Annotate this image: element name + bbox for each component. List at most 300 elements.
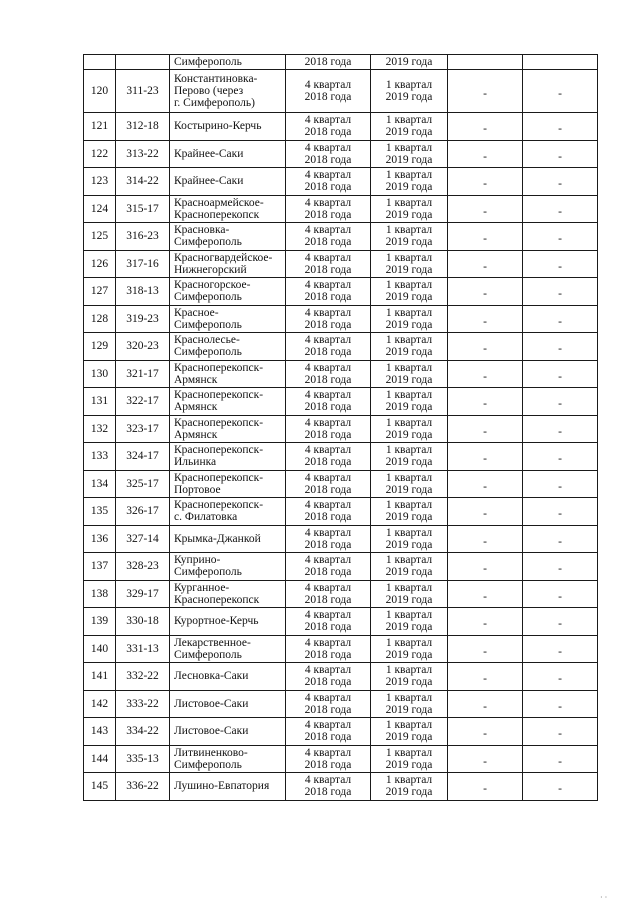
start-period-line: 4 квартал <box>304 719 352 732</box>
column-b-cell <box>523 553 598 581</box>
column-a-cell <box>448 470 523 498</box>
route-name-line: Красноперекопск- <box>174 444 264 457</box>
start-period-line: 4 квартал <box>304 609 352 622</box>
dash-mark: - <box>483 783 487 796</box>
end-period-line: 1 квартал <box>385 251 433 264</box>
table-row <box>84 745 598 773</box>
column-a-cell <box>448 278 523 306</box>
row-number-cell: 144 <box>84 745 116 773</box>
dash-mark: - <box>558 783 562 796</box>
end-period-cell <box>371 195 448 223</box>
column-a-cell <box>448 663 523 691</box>
dash-mark: - <box>558 673 562 686</box>
route-name-line: с. Филатовка <box>174 511 238 524</box>
table-row <box>84 663 598 691</box>
start-period-line: 2018 года <box>304 483 352 496</box>
route-name-cell <box>170 113 286 141</box>
route-name-cell <box>170 388 286 416</box>
dash-mark: - <box>483 150 487 163</box>
start-period-cell <box>286 498 371 526</box>
end-period-line: 1 квартал <box>385 471 433 484</box>
row-number-cell: 121 <box>84 113 116 141</box>
route-name-line: Константиновка- <box>174 73 258 85</box>
table-row-continuation <box>84 55 598 70</box>
table-row <box>84 223 598 251</box>
route-name-line: Красное- <box>174 306 219 319</box>
dash-mark: - <box>483 343 487 356</box>
table-row <box>84 773 598 801</box>
route-code-cell: 313-22 <box>116 140 170 168</box>
start-period-cell <box>286 278 371 306</box>
route-name-line: Красноармейское- <box>174 196 264 209</box>
end-period-line: 1 квартал <box>385 499 433 512</box>
row-number-cell: 143 <box>84 718 116 746</box>
start-period-line: 2018 года <box>304 511 352 524</box>
dash-mark: - <box>483 535 487 548</box>
start-period-line: 2018 года <box>304 648 352 661</box>
start-period-cell <box>286 223 371 251</box>
column-a-cell <box>448 773 523 801</box>
route-name-cell <box>170 195 286 223</box>
start-period-line: 4 квартал <box>304 79 352 91</box>
dash-mark: - <box>483 480 487 493</box>
route-name-cell <box>170 470 286 498</box>
route-name-line: Курганное- <box>174 581 230 594</box>
route-code-cell: 322-17 <box>116 388 170 416</box>
route-code-cell: 325-17 <box>116 470 170 498</box>
end-period-line: 1 квартал <box>385 691 433 704</box>
dash-mark: - <box>558 315 562 328</box>
end-period-cell <box>371 250 448 278</box>
column-b-cell <box>523 718 598 746</box>
route-name-line: Крайнее-Саки <box>174 175 244 188</box>
row-number-cell: 123 <box>84 168 116 196</box>
column-a-cell <box>448 168 523 196</box>
dash-mark: - <box>558 288 562 301</box>
start-period-line: 4 квартал <box>304 554 352 567</box>
route-name-line: Симферополь <box>174 318 242 331</box>
dash-mark: - <box>558 123 562 136</box>
start-period-line: 2018 года <box>304 703 352 716</box>
start-period-cell <box>286 250 371 278</box>
route-name-line: Краснолесье- <box>174 334 240 347</box>
start-period-line: 4 квартал <box>304 114 352 127</box>
dash-mark: - <box>483 260 487 273</box>
route-name-cell <box>170 498 286 526</box>
route-name-cell <box>170 608 286 636</box>
table-row <box>84 113 598 141</box>
column-a-cell <box>448 745 523 773</box>
route-name-cell <box>170 278 286 306</box>
dash-mark: - <box>483 590 487 603</box>
dash-mark: - <box>558 260 562 273</box>
start-period-cell <box>286 470 371 498</box>
route-name-line: Красноперекопск- <box>174 361 264 374</box>
end-period-line: 1 квартал <box>385 169 433 182</box>
table-row <box>84 443 598 471</box>
route-code-cell: 316-23 <box>116 223 170 251</box>
table-row <box>84 388 598 416</box>
end-period-cell <box>371 608 448 636</box>
dash-mark: - <box>483 618 487 631</box>
start-period-line: 4 квартал <box>304 279 352 292</box>
end-period-cell <box>371 498 448 526</box>
end-period-cell <box>371 718 448 746</box>
route-name-cell <box>170 168 286 196</box>
start-period-line: 4 квартал <box>304 306 352 319</box>
route-code-cell: 327-14 <box>116 525 170 553</box>
column-b-cell <box>523 498 598 526</box>
table-row <box>84 360 598 388</box>
start-period-line: 4 квартал <box>304 389 352 402</box>
route-name-line: Портовое <box>174 483 221 496</box>
end-period-line: 1 квартал <box>385 196 433 209</box>
start-period-line: 2018 года <box>304 91 352 103</box>
column-a-cell <box>448 333 523 361</box>
start-period-cell <box>286 525 371 553</box>
dash-mark: - <box>558 480 562 493</box>
end-period-line: 1 квартал <box>385 279 433 292</box>
start-period-cell <box>286 608 371 636</box>
column-a-cell <box>448 443 523 471</box>
dash-mark: - <box>483 88 487 100</box>
start-period-cell <box>286 773 371 801</box>
route-code-cell: 318-13 <box>116 278 170 306</box>
route-code-cell: 329-17 <box>116 580 170 608</box>
dash-mark: - <box>558 205 562 218</box>
start-period-line: 4 квартал <box>304 334 352 347</box>
row-number-cell: 128 <box>84 305 116 333</box>
route-name-cell <box>170 360 286 388</box>
route-name-line: Крымка-Джанкой <box>174 532 261 545</box>
route-name-line: Красноперекопск- <box>174 389 264 402</box>
route-name-line: Симферополь <box>174 758 242 771</box>
route-name-line: Армянск <box>174 401 218 414</box>
start-period-line: 2018 года <box>304 346 352 359</box>
end-period-cell <box>371 745 448 773</box>
end-period-line: 2019 года <box>385 401 433 414</box>
row-number-cell: 125 <box>84 223 116 251</box>
route-name-line: Красногорское- <box>174 279 251 292</box>
end-period-line: 2019 года <box>385 373 433 386</box>
end-period-line: 1 квартал <box>385 526 433 539</box>
route-name-line: Лекарственное- <box>174 636 251 649</box>
start-period-line: 4 квартал <box>304 196 352 209</box>
end-period-line: 2019 года <box>385 648 433 661</box>
route-name-cell <box>170 70 286 113</box>
start-period-line: 4 квартал <box>304 636 352 649</box>
end-period-cell <box>371 635 448 663</box>
route-code-cell: 332-22 <box>116 663 170 691</box>
column-a-cell <box>448 305 523 333</box>
end-period-line: 2019 года <box>385 731 433 744</box>
route-code-cell <box>116 55 170 70</box>
column-a-cell <box>448 388 523 416</box>
route-code-cell: 315-17 <box>116 195 170 223</box>
route-name-line: Лушино-Евпатория <box>174 780 270 793</box>
column-a-cell <box>448 525 523 553</box>
route-name-line: Лесновка-Саки <box>174 670 249 683</box>
column-a-cell <box>448 55 523 70</box>
end-period-cell <box>371 113 448 141</box>
end-period-line: 2019 года <box>385 318 433 331</box>
end-period-line: 2019 года <box>385 346 433 359</box>
column-a-cell <box>448 70 523 113</box>
start-period-line: 4 квартал <box>304 224 352 237</box>
route-name-line: Красноперекопск- <box>174 416 264 429</box>
dash-mark: - <box>483 123 487 136</box>
column-b-cell <box>523 305 598 333</box>
route-name-line: Нижнегорский <box>174 263 247 276</box>
route-name-cell <box>170 223 286 251</box>
route-code-cell: 335-13 <box>116 745 170 773</box>
start-period-line: 4 квартал <box>304 169 352 182</box>
column-a-cell <box>448 113 523 141</box>
dash-mark: - <box>558 88 562 100</box>
column-b-cell <box>523 608 598 636</box>
route-name-cell <box>170 745 286 773</box>
dash-mark: - <box>558 453 562 466</box>
route-code-cell: 331-13 <box>116 635 170 663</box>
start-period-cell <box>286 113 371 141</box>
start-period-line: 4 квартал <box>304 774 352 787</box>
column-b-cell <box>523 278 598 306</box>
route-name-line: Костырино-Керчь <box>174 120 262 133</box>
column-a-cell <box>448 498 523 526</box>
start-period-line: 2018 года <box>304 593 352 606</box>
dash-mark: - <box>483 288 487 301</box>
start-period-line: 4 квартал <box>304 361 352 374</box>
table-row <box>84 195 598 223</box>
column-b-cell <box>523 140 598 168</box>
column-a-cell <box>448 360 523 388</box>
end-period-line: 1 квартал <box>385 334 433 347</box>
dash-mark: - <box>558 728 562 741</box>
dash-mark: - <box>558 535 562 548</box>
dash-mark: - <box>483 178 487 191</box>
column-b-cell <box>523 690 598 718</box>
start-period-line: 4 квартал <box>304 251 352 264</box>
end-period-line: 2019 года <box>385 126 433 139</box>
column-a-cell <box>448 250 523 278</box>
start-period-line: 2018 года <box>304 181 352 194</box>
start-period-line: 2018 года <box>304 566 352 579</box>
route-name-cell <box>170 250 286 278</box>
route-name-line: Красноперекопск <box>174 208 260 221</box>
dash-mark: - <box>558 563 562 576</box>
start-period-line: 2018 года <box>304 621 352 634</box>
end-period-line: 1 квартал <box>385 719 433 732</box>
route-name-line: Литвиненково- <box>174 746 248 759</box>
dash-mark: - <box>558 508 562 521</box>
end-period-line: 1 квартал <box>385 306 433 319</box>
routes-table-body <box>84 55 598 801</box>
row-number-cell: 137 <box>84 553 116 581</box>
end-period-line: 2019 года <box>385 91 433 103</box>
column-b-cell <box>523 745 598 773</box>
start-period-cell <box>286 443 371 471</box>
row-number-cell: 131 <box>84 388 116 416</box>
column-a-cell <box>448 553 523 581</box>
end-period-line: 2019 года <box>385 621 433 634</box>
end-period-line: 1 квартал <box>385 609 433 622</box>
end-period-cell <box>371 168 448 196</box>
column-a-cell <box>448 415 523 443</box>
end-period-line: 2019 года <box>385 483 433 496</box>
row-number-cell: 145 <box>84 773 116 801</box>
route-name-cell <box>170 663 286 691</box>
end-period-cell <box>371 70 448 113</box>
end-period-cell <box>371 415 448 443</box>
route-name-cell <box>170 580 286 608</box>
column-a-cell <box>448 718 523 746</box>
end-period-line: 2019 года <box>385 511 433 524</box>
route-name-cell <box>170 140 286 168</box>
column-b-cell <box>523 55 598 70</box>
end-period-line: 2019 года <box>385 236 433 249</box>
start-period-line: 2018 года <box>304 318 352 331</box>
end-period-cell <box>371 278 448 306</box>
dash-mark: - <box>483 425 487 438</box>
column-b-cell <box>523 580 598 608</box>
end-period-line: 1 квартал <box>385 389 433 402</box>
dash-mark: - <box>558 645 562 658</box>
route-name-line: Армянск <box>174 373 218 386</box>
route-name-line: Курортное-Керчь <box>174 615 259 628</box>
start-period-line: 2018 года <box>304 731 352 744</box>
route-name-cell <box>170 718 286 746</box>
row-number-cell: 139 <box>84 608 116 636</box>
start-period-line: 2018 года <box>304 456 352 469</box>
dash-mark: - <box>558 150 562 163</box>
start-period-line: 4 квартал <box>304 499 352 512</box>
end-period-cell: 2019 года <box>371 55 448 70</box>
dash-mark: - <box>558 178 562 191</box>
route-code-cell: 334-22 <box>116 718 170 746</box>
column-b-cell <box>523 773 598 801</box>
end-period-line: 2019 года <box>385 181 433 194</box>
start-period-line: 4 квартал <box>304 444 352 457</box>
start-period-line: 2018 года <box>304 758 352 771</box>
route-code-cell: 317-16 <box>116 250 170 278</box>
start-period-line: 2018 года <box>304 291 352 304</box>
column-b-cell <box>523 443 598 471</box>
route-name-line: Симферополь <box>174 648 242 661</box>
column-b-cell <box>523 388 598 416</box>
row-number-cell <box>84 55 116 70</box>
start-period-cell <box>286 690 371 718</box>
column-b-cell <box>523 663 598 691</box>
end-period-cell <box>371 663 448 691</box>
start-period-line: 4 квартал <box>304 416 352 429</box>
end-period-cell <box>371 305 448 333</box>
end-period-line: 1 квартал <box>385 554 433 567</box>
route-name-line: Листовое-Саки <box>174 725 249 738</box>
route-name-line: Красноперекопск <box>174 593 260 606</box>
column-a-cell <box>448 140 523 168</box>
dash-mark: - <box>483 205 487 218</box>
end-period-line: 2019 года <box>385 208 433 221</box>
start-period-cell <box>286 745 371 773</box>
row-number-cell: 122 <box>84 140 116 168</box>
dash-mark: - <box>558 590 562 603</box>
table-row <box>84 608 598 636</box>
table-row <box>84 470 598 498</box>
dash-mark: - <box>558 370 562 383</box>
end-period-line: 2019 года <box>385 786 433 799</box>
route-code-cell: 321-17 <box>116 360 170 388</box>
end-period-cell <box>371 140 448 168</box>
route-name-line: Крайнее-Саки <box>174 147 244 160</box>
route-code-cell: 323-17 <box>116 415 170 443</box>
start-period-line: 2018 года <box>304 428 352 441</box>
dash-mark: - <box>483 700 487 713</box>
end-period-cell <box>371 690 448 718</box>
start-period-cell <box>286 360 371 388</box>
start-period-line: 2018 года <box>304 676 352 689</box>
row-number-cell: 124 <box>84 195 116 223</box>
route-name-cell <box>170 553 286 581</box>
row-number-cell: 132 <box>84 415 116 443</box>
end-period-line: 1 квартал <box>385 746 433 759</box>
row-number-cell: 138 <box>84 580 116 608</box>
end-period-line: 1 квартал <box>385 581 433 594</box>
column-b-cell <box>523 70 598 113</box>
column-b-cell <box>523 360 598 388</box>
start-period-line: 4 квартал <box>304 471 352 484</box>
column-b-cell <box>523 250 598 278</box>
end-period-cell <box>371 525 448 553</box>
dash-mark: - <box>483 563 487 576</box>
end-period-line: 1 квартал <box>385 774 433 787</box>
route-name-line: Симферополь <box>174 346 242 359</box>
route-name-line: Симферополь <box>174 236 242 249</box>
dash-mark: - <box>558 398 562 411</box>
start-period-cell <box>286 415 371 443</box>
dash-mark: - <box>483 453 487 466</box>
end-period-cell <box>371 553 448 581</box>
end-period-line: 2019 года <box>385 291 433 304</box>
end-period-cell <box>371 360 448 388</box>
route-name-line: Армянск <box>174 428 218 441</box>
start-period-cell <box>286 553 371 581</box>
column-a-cell <box>448 223 523 251</box>
start-period-line: 4 квартал <box>304 664 352 677</box>
column-b-cell <box>523 195 598 223</box>
row-number-cell: 140 <box>84 635 116 663</box>
column-a-cell <box>448 195 523 223</box>
table-row <box>84 718 598 746</box>
dash-mark: - <box>483 728 487 741</box>
end-period-line: 2019 года <box>385 676 433 689</box>
route-name-cell <box>170 525 286 553</box>
route-name-line: Красногвардейское- <box>174 251 273 264</box>
row-number-cell: 129 <box>84 333 116 361</box>
end-period-line: 1 квартал <box>385 114 433 127</box>
start-period-line: 2018 года <box>304 538 352 551</box>
route-code-cell: 312-18 <box>116 113 170 141</box>
row-number-cell: 126 <box>84 250 116 278</box>
row-number-cell: 142 <box>84 690 116 718</box>
dash-mark: - <box>558 233 562 246</box>
column-b-cell <box>523 470 598 498</box>
end-period-line: 1 квартал <box>385 224 433 237</box>
route-code-cell: 319-23 <box>116 305 170 333</box>
column-b-cell <box>523 113 598 141</box>
column-b-cell <box>523 525 598 553</box>
end-period-cell <box>371 223 448 251</box>
end-period-cell <box>371 470 448 498</box>
